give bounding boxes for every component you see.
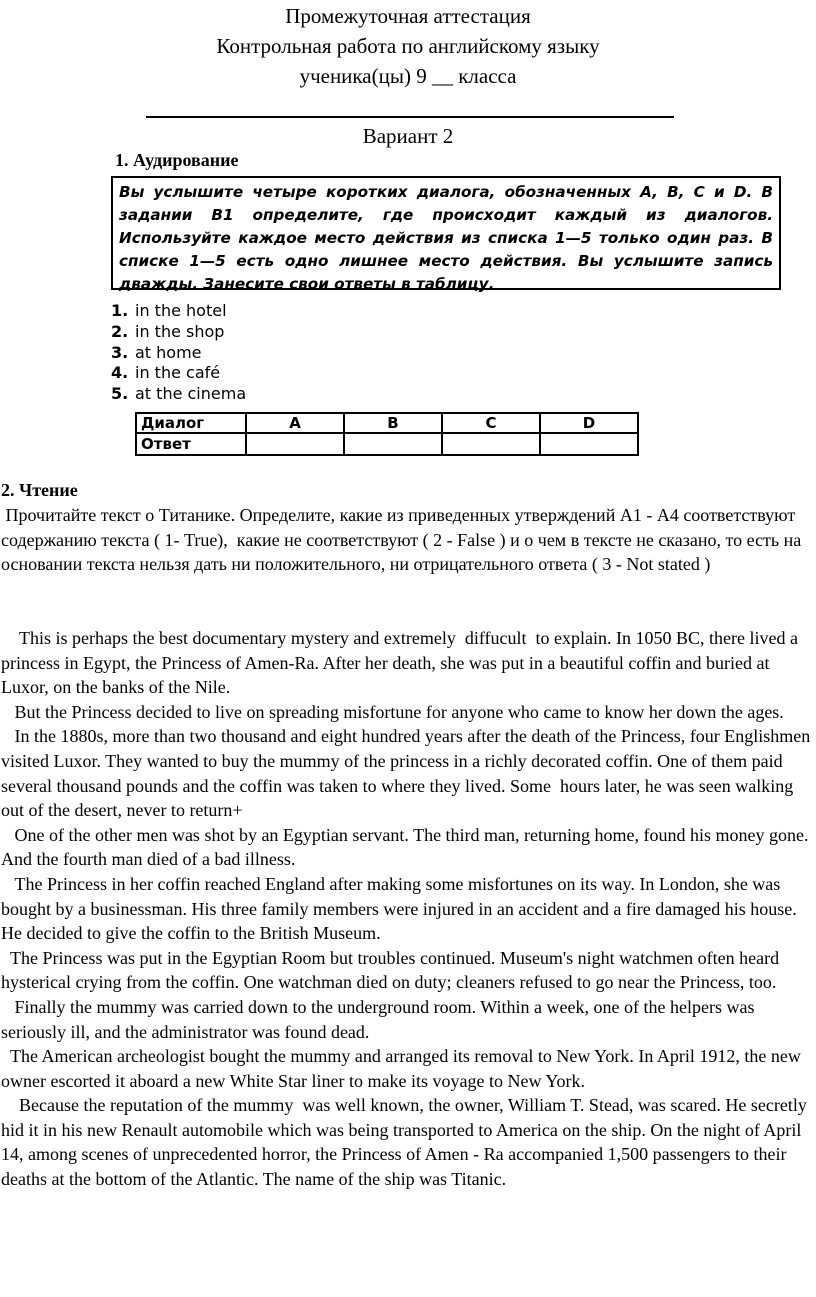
option-number: 4.	[111, 363, 129, 383]
reading-task-text: Прочитайте текст о Титанике. Определите, какие из приведенных утверждений А1 - А4 соответствуют содержанию текста ( 1- True), какие не соответствуют ( 2 - False ) и о чем в тексте не сказано, то есть на основании текста нельзя дать ни положительного, ни отрицательного ответа ( 3 - Not stated )	[1, 505, 806, 575]
reading-paragraph: This is perhaps the best documentary mystery and extremely diffucult to explain. In 1050 BC, there lived a princess in Egypt, the Princess of Amen-Ra. After her death, she was put in a beautiful coffin and buried at Luxor, on the banks of the Nile.	[1, 628, 803, 698]
answer-cell-c[interactable]	[442, 433, 540, 455]
place-options-list	[111, 301, 246, 405]
dialog-label-cell: Диалог	[136, 413, 246, 433]
answer-cell-d[interactable]	[540, 433, 638, 455]
place-option	[111, 322, 246, 343]
reading-text	[1, 626, 816, 1192]
option-text: at the cinema	[135, 384, 247, 404]
reading-paragraph: In the 1880s, more than two thousand and eight hundred years after the death of the Princess, four Englishmen visited Luxor. They wanted to buy the mummy of the princess in a richly decorated coffin. One of them paid several thousand pounds and the coffin was taken to where they lived. Some hours later, he was seen walking out of the desert, never to return+	[1, 726, 815, 821]
place-option	[111, 343, 246, 364]
option-number: 5.	[111, 384, 129, 404]
dialog-col-c: C	[442, 413, 540, 433]
place-option	[111, 301, 246, 322]
option-text: in the hotel	[135, 301, 227, 320]
reading-paragraph: Because the reputation of the mummy was well known, the owner, William T. Stead, was scared. He secretly hid it in his new Renault automobile which was being transported to America on the ship. On the night of April 14, among scenes of unprecedented horror, the Princess of Amen - Ra accompanied 1,500 passengers to their deaths at the bottom of the Atlantic. The name of the ship was Titanic.	[1, 1095, 812, 1190]
answer-label-cell: Ответ	[136, 433, 246, 455]
answer-table-header-row	[136, 413, 638, 433]
reading-paragraph: The Princess was put in the Egyptian Room but troubles continued. Museum's night watchmen often heard hysterical crying from the coffin. One watchman died on duty; cleaners refused to go near the Princess, too.	[1, 947, 784, 993]
reading-task	[1, 503, 816, 577]
reading-paragraph: But the Princess decided to live on spreading misfortune for anyone who came to know her down the ages.	[1, 701, 784, 722]
reading-paragraph: The American archeologist bought the mummy and arranged its removal to New York. In April 1912, the new owner escorted it aboard a new White Star liner to make its voyage to New York.	[1, 1046, 806, 1091]
listening-instruction: Вы услышите четыре коротких диалога, обозначенных A, B, C и D. В задании B1 определите, где происходит каждый из диалогов. Используйте каждое место действия из списка 1—5 только один раз. В списке 1—5 есть одно лишнее место действия. Вы услышите запись дважды. Занесите свои ответы в таблицу.	[119, 183, 773, 293]
dialog-col-a: A	[246, 413, 344, 433]
header-line-2: Контрольная работа по английскому языку	[216, 34, 600, 58]
dialog-col-b: B	[344, 413, 442, 433]
reading-heading: 2. Чтение	[1, 480, 78, 500]
option-number: 2.	[111, 321, 129, 341]
header-line-3: ученика(цы) 9 __ класса	[299, 64, 517, 88]
reading-paragraph: Finally the mummy was carried down to the underground room. Within a week, one of the helpers was seriously ill, and the administrator was found dead.	[1, 996, 759, 1042]
answer-table-answer-row	[136, 433, 638, 455]
reading-paragraph: One of the other men was shot by an Egyptian servant. The third man, returning home, found his money gone. And the fourth man died of a bad illness.	[1, 824, 813, 870]
place-option	[111, 384, 246, 405]
option-number: 1.	[111, 301, 129, 320]
option-text: at home	[135, 342, 202, 362]
header-rule	[146, 116, 674, 118]
reading-paragraph: The Princess in her coffin reached England after making some misfortunes on its way. In London, she was bought by a businessman. His three family members were injured in an accident and a fire damaged his house. He decided to give the coffin to the British Museum.	[1, 873, 802, 944]
option-text: in the café	[135, 363, 221, 383]
answer-cell-b[interactable]	[344, 433, 442, 455]
place-option	[111, 363, 246, 384]
variant-title: Вариант 2	[362, 124, 454, 148]
answer-table	[135, 412, 639, 456]
option-text: in the shop	[135, 321, 225, 341]
listening-heading: 1. Аудирование	[115, 150, 239, 170]
answer-cell-a[interactable]	[246, 433, 344, 455]
option-number: 3.	[111, 342, 129, 362]
dialog-col-d: D	[540, 413, 638, 433]
listening-instruction-box	[111, 176, 781, 293]
header-line-1: Промежуточная аттестация	[285, 4, 531, 28]
